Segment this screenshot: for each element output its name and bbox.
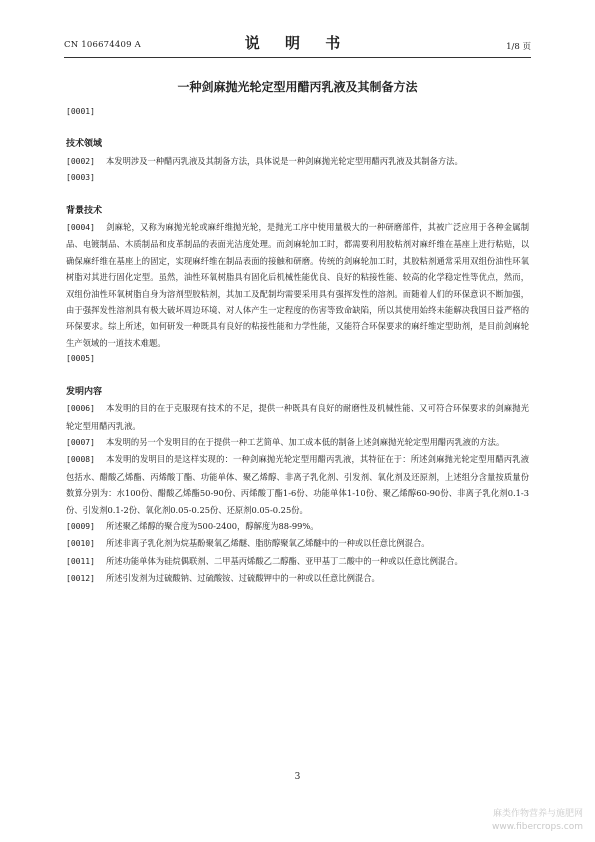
watermark-url: www.fibercrops.com xyxy=(492,822,583,832)
document-title: 一种剑麻抛光轮定型用醋丙乳液及其制备方法 xyxy=(177,80,418,94)
para-number: [0009] xyxy=(66,521,95,531)
para-number: [0003] xyxy=(66,173,95,183)
document-body xyxy=(66,104,529,588)
para-number: [0010] xyxy=(66,539,95,549)
paragraph-text: 本发明的目的在于克服现有技术的不足，提供一种既具有良好的耐磨性及机械性能、又可符合环保要求的剑麻抛光轮定型用醋丙乳液。 xyxy=(66,403,529,431)
doc-number: CN 106674409 A xyxy=(64,40,141,50)
paragraph xyxy=(66,219,529,351)
paragraph-text: 所述非离子乳化剂为烷基酚聚氧乙烯醚、脂肪醇聚氧乙烯醚中的一种或以任意比例混合。 xyxy=(106,538,430,549)
para-number: [0012] xyxy=(66,574,95,584)
paragraph-text: 剑麻轮，又称为麻抛光轮或麻纤维抛光轮，是抛光工序中使用量极大的一种研磨部件，其被广泛应用于各种金属制品、电镀制品、木质制品和皮革制品的表面光洁度处理。而剑麻轮加工时，都需要利用胶粘剂对麻纤维在基座上进行粘贴，以确保麻纤维在基座上的固定，实现麻纤维在制品表面的接触和研磨。传统的剑麻轮加工时，其胶粘剂通常采用双组份油性环氧树脂对其进行固化定型。虽然，油性环氧树脂具有固化后机械性能优良、良好的粘接性能、较高的化学稳定性等优点，然而，双组份油性环氧树脂自身为溶剂型胶粘剂，其加工及配制均需要采用具有强挥发性的溶剂。而随着人们的环保意识不断加强，由于强挥发性溶剂具有极大破坏周边环境、对人体产生一定程度的伤害等致命缺陷，所以其使用始终未能解决我国日益严格的环保要求。综上所述，如何研发一种既具有良好的粘接性能和力学性能，又能符合环保要求的麻纤维定型助剂，是目前剑麻轮生产领域的一道技术难题。 xyxy=(66,222,529,348)
paragraph-text: 所述聚乙烯醇的聚合度为500-2400，醇解度为88-99%。 xyxy=(106,520,319,531)
watermark xyxy=(492,808,583,834)
para-number: [0002] xyxy=(66,156,95,166)
paragraph xyxy=(66,153,529,170)
header-rule xyxy=(64,57,531,58)
paragraph xyxy=(66,400,529,434)
page-indicator: 1/8 页 xyxy=(506,42,531,52)
para-number: [0007] xyxy=(66,437,95,447)
para-number: [0006] xyxy=(66,404,95,414)
para-number: [0004] xyxy=(66,223,95,233)
paragraph xyxy=(66,434,529,451)
paragraph xyxy=(66,553,529,570)
page-number: 3 xyxy=(294,772,301,782)
para-number: [0005] xyxy=(66,354,95,364)
paragraph-text: 所述功能单体为硅烷偶联剂、二甲基丙烯酸乙二醇酯、亚甲基丁二酸中的一种或以任意比例混合。 xyxy=(106,555,463,566)
para-number: [0008] xyxy=(66,455,95,465)
para-number: [0001] xyxy=(66,107,95,116)
page-header xyxy=(64,30,531,56)
para-number: [0011] xyxy=(66,556,95,566)
paragraph-text: 本发明的另一个发明目的在于提供一种工艺简单、加工成本低的制备上述剑麻抛光轮定型用醋丙乳液的方法。 xyxy=(106,436,505,447)
section-heading: 发明内容 xyxy=(66,386,103,397)
paragraph-text: 所述引发剂为过硫酸钠、过硫酸铵、过硫酸钾中的一种或以任意比例混合。 xyxy=(106,573,380,584)
paragraph-text: 本发明涉及一种醋丙乳液及其制备方法，具体说是一种剑麻抛光轮定型用醋丙乳液及其制备方法。 xyxy=(106,155,463,166)
paragraph xyxy=(66,451,529,518)
paragraph xyxy=(66,518,529,535)
watermark-title: 麻类作物营养与施肥网 xyxy=(492,809,583,819)
section-heading: 技术领域 xyxy=(66,139,103,150)
paragraph xyxy=(66,535,529,552)
section-heading: 背景技术 xyxy=(66,205,103,216)
section-title: 说 明 书 xyxy=(244,34,351,52)
paragraph-text: 本发明的发明目的是这样实现的：一种剑麻抛光轮定型用醋丙乳液，其特征在于：所述剑麻抛光轮定型用醋丙乳液包括水、醋酸乙烯酯、丙烯酸丁酯、功能单体、聚乙烯醇、非离子乳化剂、引发剂、氧化剂及还原剂，上述组分含量按质量份数算分别为：水100份、醋酸乙烯酯50-90份、丙烯酸丁酯1-6份、功能单体1-10份、聚乙烯醇60-90份、非离子乳化剂0.1-3份、引发剂0.1-2份、氧化剂0.05-0.25份、还原剂0.05-0.25份。 xyxy=(66,454,529,515)
paragraph xyxy=(66,570,529,587)
